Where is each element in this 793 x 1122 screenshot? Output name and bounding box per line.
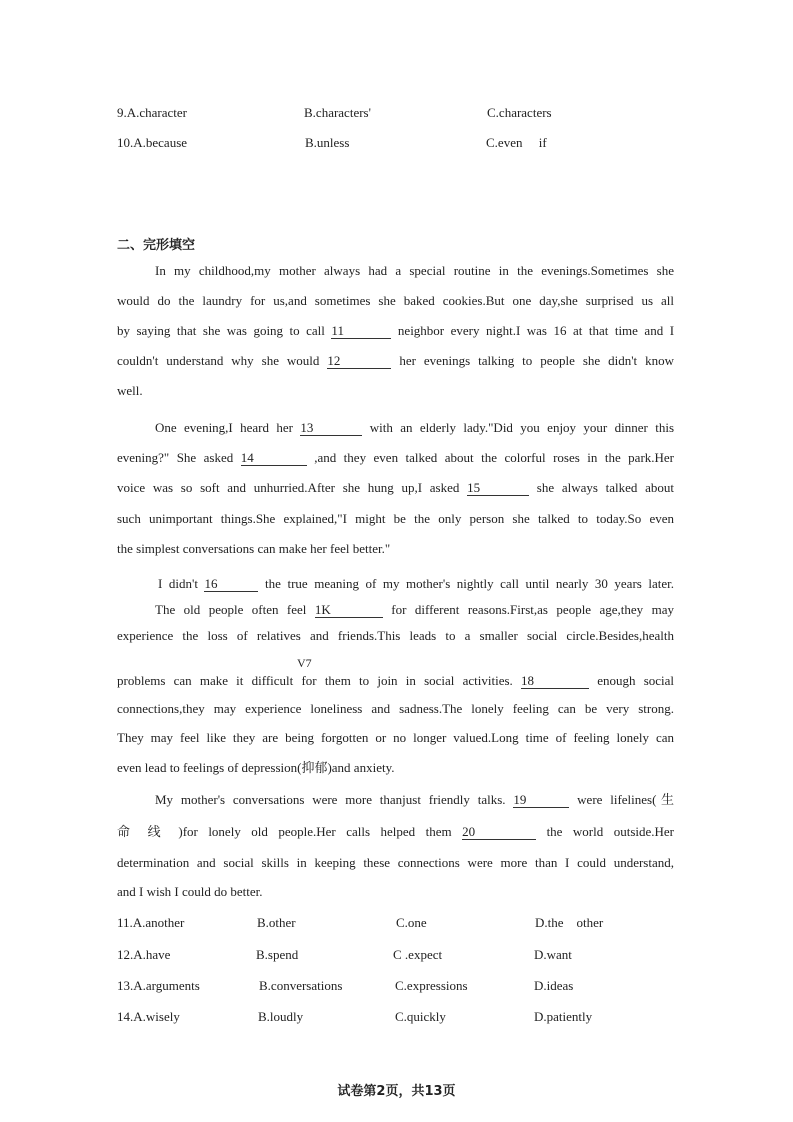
passage-text: voice was so soft and unhurried.After she hung up,I asked <box>117 480 460 495</box>
blank-12[interactable]: 12 <box>327 354 391 369</box>
passage-line: the simplest conversations can make her feel better." <box>117 541 391 556</box>
option-11a: 11.A.another <box>117 915 185 930</box>
option-14a: 14.A.wisely <box>117 1009 180 1024</box>
option-9c: C.characters <box>487 105 552 120</box>
blank-17[interactable]: 1K <box>315 603 383 618</box>
blank-11[interactable]: 11 <box>331 324 391 339</box>
passage-text: by saying that she was going to call <box>117 323 325 338</box>
passage-line <box>117 450 674 466</box>
passage-line: would do the laundry for us,and sometimes she baked cookies.But one day,she surprised us all <box>117 293 674 308</box>
passage-text: with an elderly lady."Did you enjoy your dinner this <box>369 420 674 435</box>
passage-line <box>117 824 674 840</box>
passage-line: such unimportant things.She explained,"I might be the only person she talked to today.So even <box>117 511 674 526</box>
option-13c: C.expressions <box>395 978 468 993</box>
passage-text: the world outside.Her <box>546 824 674 839</box>
blank-18[interactable]: 18 <box>521 674 589 689</box>
passage-line <box>117 480 674 496</box>
blank-14[interactable]: 14 <box>241 451 307 466</box>
passage-line: experience the loss of relatives and friends.This leads to a smaller social circle.Besides,health <box>117 628 674 643</box>
option-13d: D.ideas <box>534 978 574 993</box>
passage-text: problems can make it difficult for them to join in social activities. <box>117 673 513 688</box>
option-10a: 10.A.because <box>117 135 188 150</box>
option-12c: C .expect <box>393 947 443 962</box>
passage-text: One evening,I heard her <box>155 420 293 435</box>
passage-line <box>158 576 674 592</box>
passage-text: her evenings talking to people she didn't know <box>399 353 675 368</box>
passage-line: connections,they may experience loneliness and sadness.The lonely feeling can be very strong. <box>117 701 674 716</box>
passage-line <box>155 792 674 808</box>
option-12d: D.want <box>534 947 572 962</box>
passage-text: enough social <box>597 673 675 688</box>
option-14c: C.quickly <box>395 1009 446 1024</box>
option-9a: 9.A.character <box>117 105 188 120</box>
option-11d: D.the other <box>535 915 604 930</box>
passage-text: evening?" She asked <box>117 450 234 465</box>
option-9b: B.characters' <box>304 105 371 120</box>
passage-line: They may feel like they are being forgotten or no longer valued.Long time of feeling lonely can <box>117 730 674 745</box>
passage-line <box>117 353 674 369</box>
option-12b: B.spend <box>256 947 299 962</box>
option-14b: B.loudly <box>258 1009 304 1024</box>
blank-13[interactable]: 13 <box>300 421 362 436</box>
passage-line: determination and social skills in keeping these connections were more than I could understand, <box>117 855 674 870</box>
blank-20[interactable]: 20 <box>462 825 536 840</box>
passage-text: The old people often feel <box>155 602 307 617</box>
option-10c: C.even if <box>486 135 547 150</box>
option-13a: 13.A.arguments <box>117 978 200 993</box>
option-13b: B.conversations <box>259 978 343 993</box>
passage-line: well. <box>117 383 143 398</box>
blank-19[interactable]: 19 <box>513 793 569 808</box>
passage-line: even lead to feelings of depression(抑郁)and anxiety. <box>117 760 395 775</box>
option-12a: 12.A.have <box>117 947 171 962</box>
passage-text: couldn't understand why she would <box>117 353 320 368</box>
passage-line: and I wish I could do better. <box>117 884 263 899</box>
option-11c: C.one <box>396 915 427 930</box>
passage-text: 命 线 )for lonely old people.Her calls helped them <box>117 824 452 839</box>
passage-line: In my childhood,my mother always had a special routine in the evenings.Sometimes she <box>155 263 674 278</box>
passage-line <box>117 673 674 689</box>
stray-mark: V7 <box>297 656 312 670</box>
passage-line <box>117 323 674 339</box>
option-14d: D.patiently <box>534 1009 593 1024</box>
passage-text: I didn't <box>158 576 198 591</box>
option-10b: B.unless <box>305 135 350 150</box>
blank-16[interactable]: 16 <box>204 577 258 592</box>
passage-text: for different reasons.First,as people age,they may <box>391 602 674 617</box>
passage-text: neighbor every night.I was 16 at that time and I <box>397 323 675 338</box>
passage-line <box>155 602 674 618</box>
passage-text: she always talked about <box>536 480 674 495</box>
section-heading: 二、完形填空 <box>117 238 196 253</box>
passage-text: the true meaning of my mother's nightly call until nearly 30 years later. <box>265 576 674 591</box>
passage-line <box>155 420 674 436</box>
passage-text: My mother's conversations were more thanjust friendly talks. <box>155 792 506 807</box>
passage-text: ,and they even talked about the colorful roses in the park.Her <box>314 450 675 465</box>
blank-15[interactable]: 15 <box>467 481 529 496</box>
option-11b: B.other <box>257 915 296 930</box>
passage-text: were lifelines(生 <box>577 792 674 807</box>
page-footer: 试卷第2页，共13页 <box>337 1084 456 1099</box>
